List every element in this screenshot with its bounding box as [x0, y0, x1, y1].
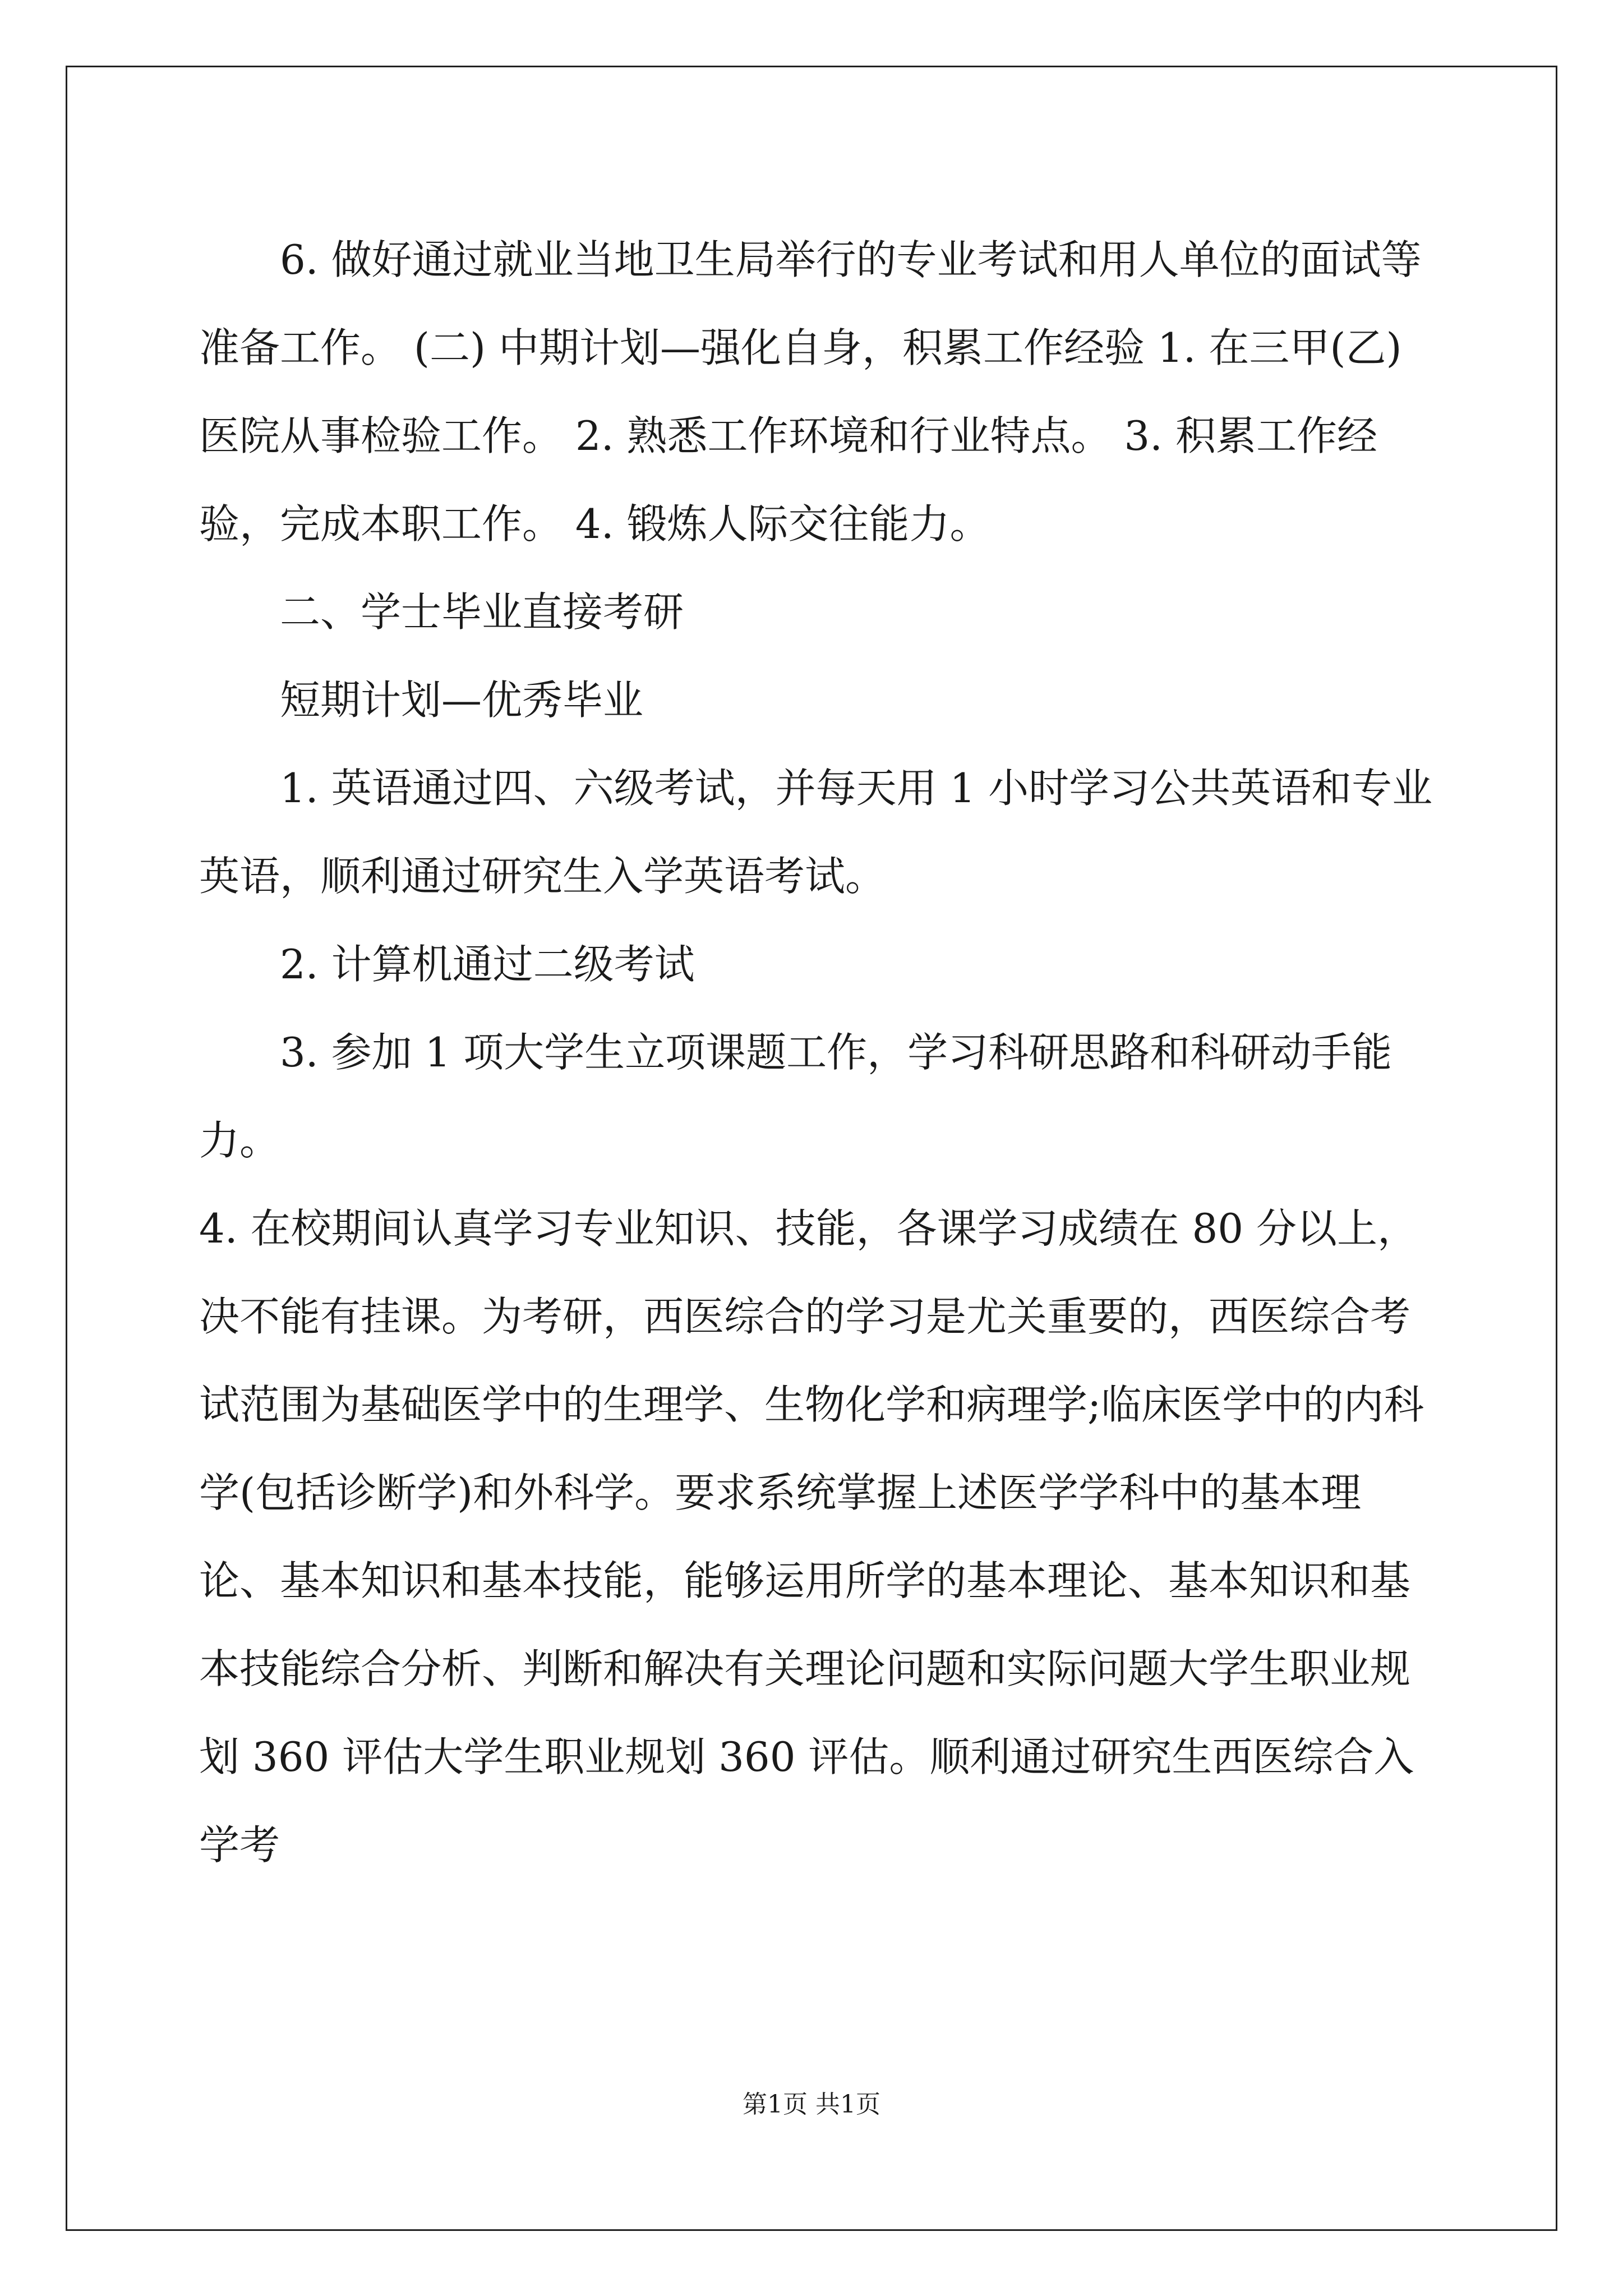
- section-heading: 二、学士毕业直接考研: [280, 588, 684, 636]
- paragraph: 4. 在校期间认真学习专业知识、技能，各课学习成绩在 80 分以上，决不能有挂课。为考研，西医综合的学习是尤关重要的，西医综合考试范围为基础医学中的生理学、生物化学和病理学;临床医学中的内科学(包括诊断学)和外科学。要求系统掌握上述医学学科中的基本理论、基本知识和基本技能，能够运用所学的基本理论、基本知识和基本技能综合分析、判断和解决有关理论问题和实际问题大学生职业规划 360 评估大学生职业规划 360 评估。顺利通过研究生西医综合入学考: [199, 1205, 1424, 1869]
- paragraph: 3. 参加 1 项大学生立项课题工作，学习科研思路和科研动手能力。: [199, 1029, 1393, 1164]
- page-number: 第1页 共1页: [743, 2090, 880, 2119]
- subsection-heading: 短期计划—优秀毕业: [280, 677, 644, 724]
- paragraph: 2. 计算机通过二级考试: [280, 941, 695, 988]
- document-body: [199, 216, 1433, 1889]
- paragraph: 1. 英语通过四、六级考试，并每天用 1 小时学习公共英语和专业英语，顺利通过研究生入学英语考试。: [199, 765, 1433, 900]
- paragraph: 6. 做好通过就业当地卫生局举行的专业考试和用人单位的面试等准备工作。 (二) 中期计划—强化自身，积累工作经验 1. 在三甲(乙)医院从事检验工作。 2. 熟悉工作环境和行业特点。 3. 积累工作经验，完成本职工作。 4. 锻炼人际交往能力。: [199, 236, 1422, 547]
